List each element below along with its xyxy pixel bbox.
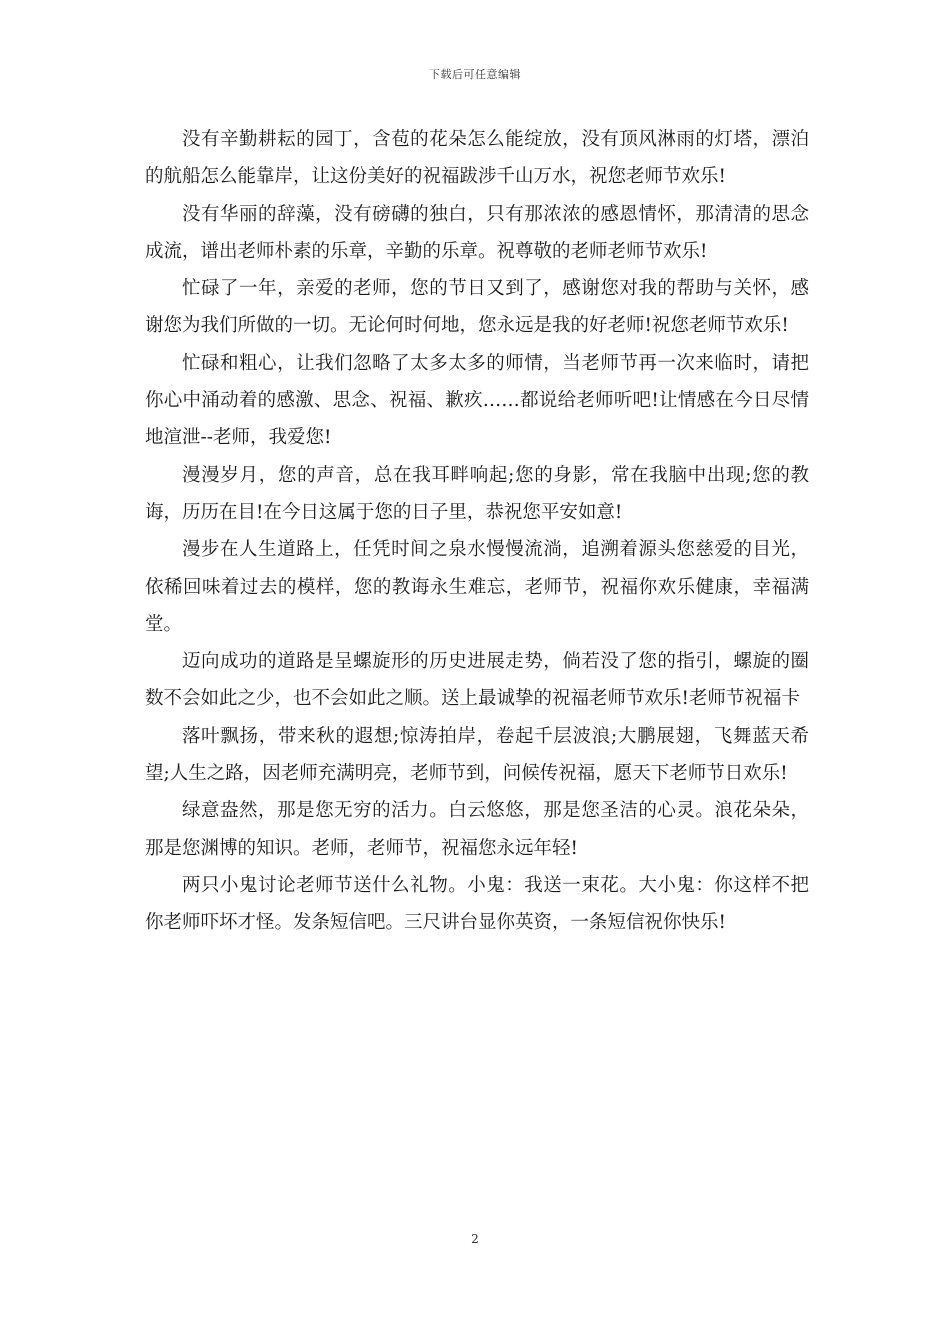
paragraph: 落叶飘扬，带来秋的遐想;惊涛拍岸，卷起千层波浪;大鹏展翅，飞舞蓝天希望;人生之路，因老师充满明亮，老师节到，问候传祝福，愿天下老师节日欢乐! — [145, 725, 809, 785]
paragraph: 漫漫岁月，您的声音，总在我耳畔响起;您的身影，常在我脑中出现;您的教诲，历历在目!在今日这属于您的日子里，恭祝您平安如意! — [145, 464, 809, 523]
paragraph: 没有华丽的辞藻，没有磅礴的独白，只有那浓浓的感恩情怀，那清清的思念成流，谱出老师朴素的乐章，辛勤的乐章。祝尊敬的老师老师节欢乐! — [145, 203, 809, 262]
page-number: 2 — [471, 1232, 479, 1246]
paragraph: 忙碌了一年，亲爱的老师，您的节日又到了，感谢您对我的帮助与关怀，感谢您为我们所做的一切。无论何时何地，您永远是我的好老师!祝您老师节欢乐! — [145, 278, 809, 337]
paragraph: 迈向成功的道路是呈螺旋形的历史进展走势，倘若没了您的指引，螺旋的圈数不会如此之少，也不会如此之顺。送上最诚挚的祝福老师节欢乐!老师节祝福卡 — [145, 651, 809, 710]
paragraph: 忙碌和粗心，让我们忽略了太多太多的师情，当老师节再一次来临时，请把你心中涌动着的感激、思念、祝福、歉疚……都说给老师听吧!让情感在今日尽情地渲泄--老师，我爱您! — [145, 352, 809, 449]
paragraph: 绿意盎然，那是您无穷的活力。白云悠悠，那是您圣洁的心灵。浪花朵朵，那是您渊博的知识。老师，老师节，祝福您永远年轻! — [145, 800, 809, 859]
paragraph: 两只小鬼讨论老师节送什么礼物。小鬼：我送一束花。大小鬼：你这样不把你老师吓坏才怪。发条短信吧。三尺讲台显你英资，一条短信祝你快乐! — [145, 874, 809, 934]
paragraph: 漫步在人生道路上，任凭时间之泉水慢慢流淌，追溯着源头您慈爱的目光，依稀回味着过去的模样，您的教诲永生难忘，老师节，祝福你欢乐健康，幸福满堂。 — [145, 539, 809, 635]
document-body — [145, 121, 809, 942]
paragraph: 没有辛勤耕耘的园丁，含苞的花朵怎么能绽放，没有顶风淋雨的灯塔，漂泊的航船怎么能靠岸，让这份美好的祝福跋涉千山万水，祝您老师节欢乐! — [145, 129, 809, 188]
page-header: 下载后可任意编辑 — [429, 68, 521, 81]
